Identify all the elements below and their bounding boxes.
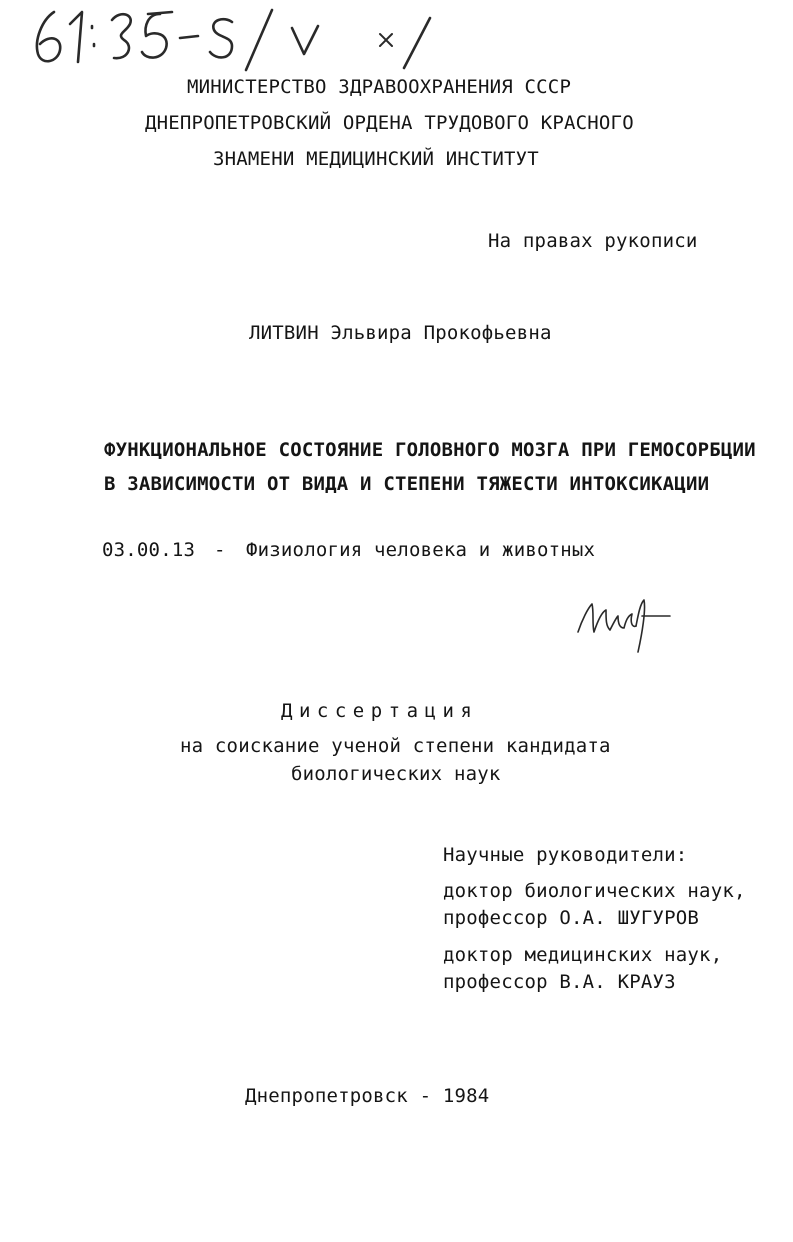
degree-line-2: биологических наук <box>291 763 501 785</box>
dissertation-heading: Диссертация <box>281 700 479 722</box>
author-signature <box>572 590 682 660</box>
institute-line-2: ЗНАМЕНИ МЕДИЦИНСКИЙ ИНСТИТУТ <box>213 148 539 170</box>
city-year-footer: Днепропетровск - 1984 <box>245 1085 490 1107</box>
ministry-line: МИНИСТЕРСТВО ЗДРАВООХРАНЕНИЯ СССР <box>187 76 572 98</box>
supervisors-heading: Научные руководители: <box>443 844 688 866</box>
degree-line-1: на соискание ученой степени кандидата <box>180 735 611 757</box>
supervisor-2-name: профессор В.А. КРАУЗ <box>443 971 676 993</box>
supervisor-1-degree: доктор биологических наук, <box>443 880 746 902</box>
author-name: ЛИТВИН Эльвира Прокофьевна <box>249 322 552 344</box>
thesis-title-line-2: В ЗАВИСИМОСТИ ОТ ВИДА И СТЕПЕНИ ТЯЖЕСТИ ИНТОКСИКАЦИИ <box>104 473 710 495</box>
supervisor-2-degree: доктор медицинских наук, <box>443 944 723 966</box>
institute-line-1: ДНЕПРОПЕТРОВСКИЙ ОРДЕНА ТРУДОВОГО КРАСНОГО <box>145 112 634 134</box>
specialty-name: Физиология человека и животных <box>246 539 596 561</box>
manuscript-rights-note: На правах рукописи <box>488 230 698 252</box>
thesis-title-line-1: ФУНКЦИОНАЛЬНОЕ СОСТОЯНИЕ ГОЛОВНОГО МОЗГА ПРИ ГЕМОСОРБЦИИ <box>104 439 756 461</box>
specialty-dash: - <box>214 539 226 561</box>
handwritten-archive-number <box>20 0 460 80</box>
specialty-code: 03.00.13 <box>102 539 196 561</box>
supervisor-1-name: профессор О.А. ШУГУРОВ <box>443 907 700 929</box>
